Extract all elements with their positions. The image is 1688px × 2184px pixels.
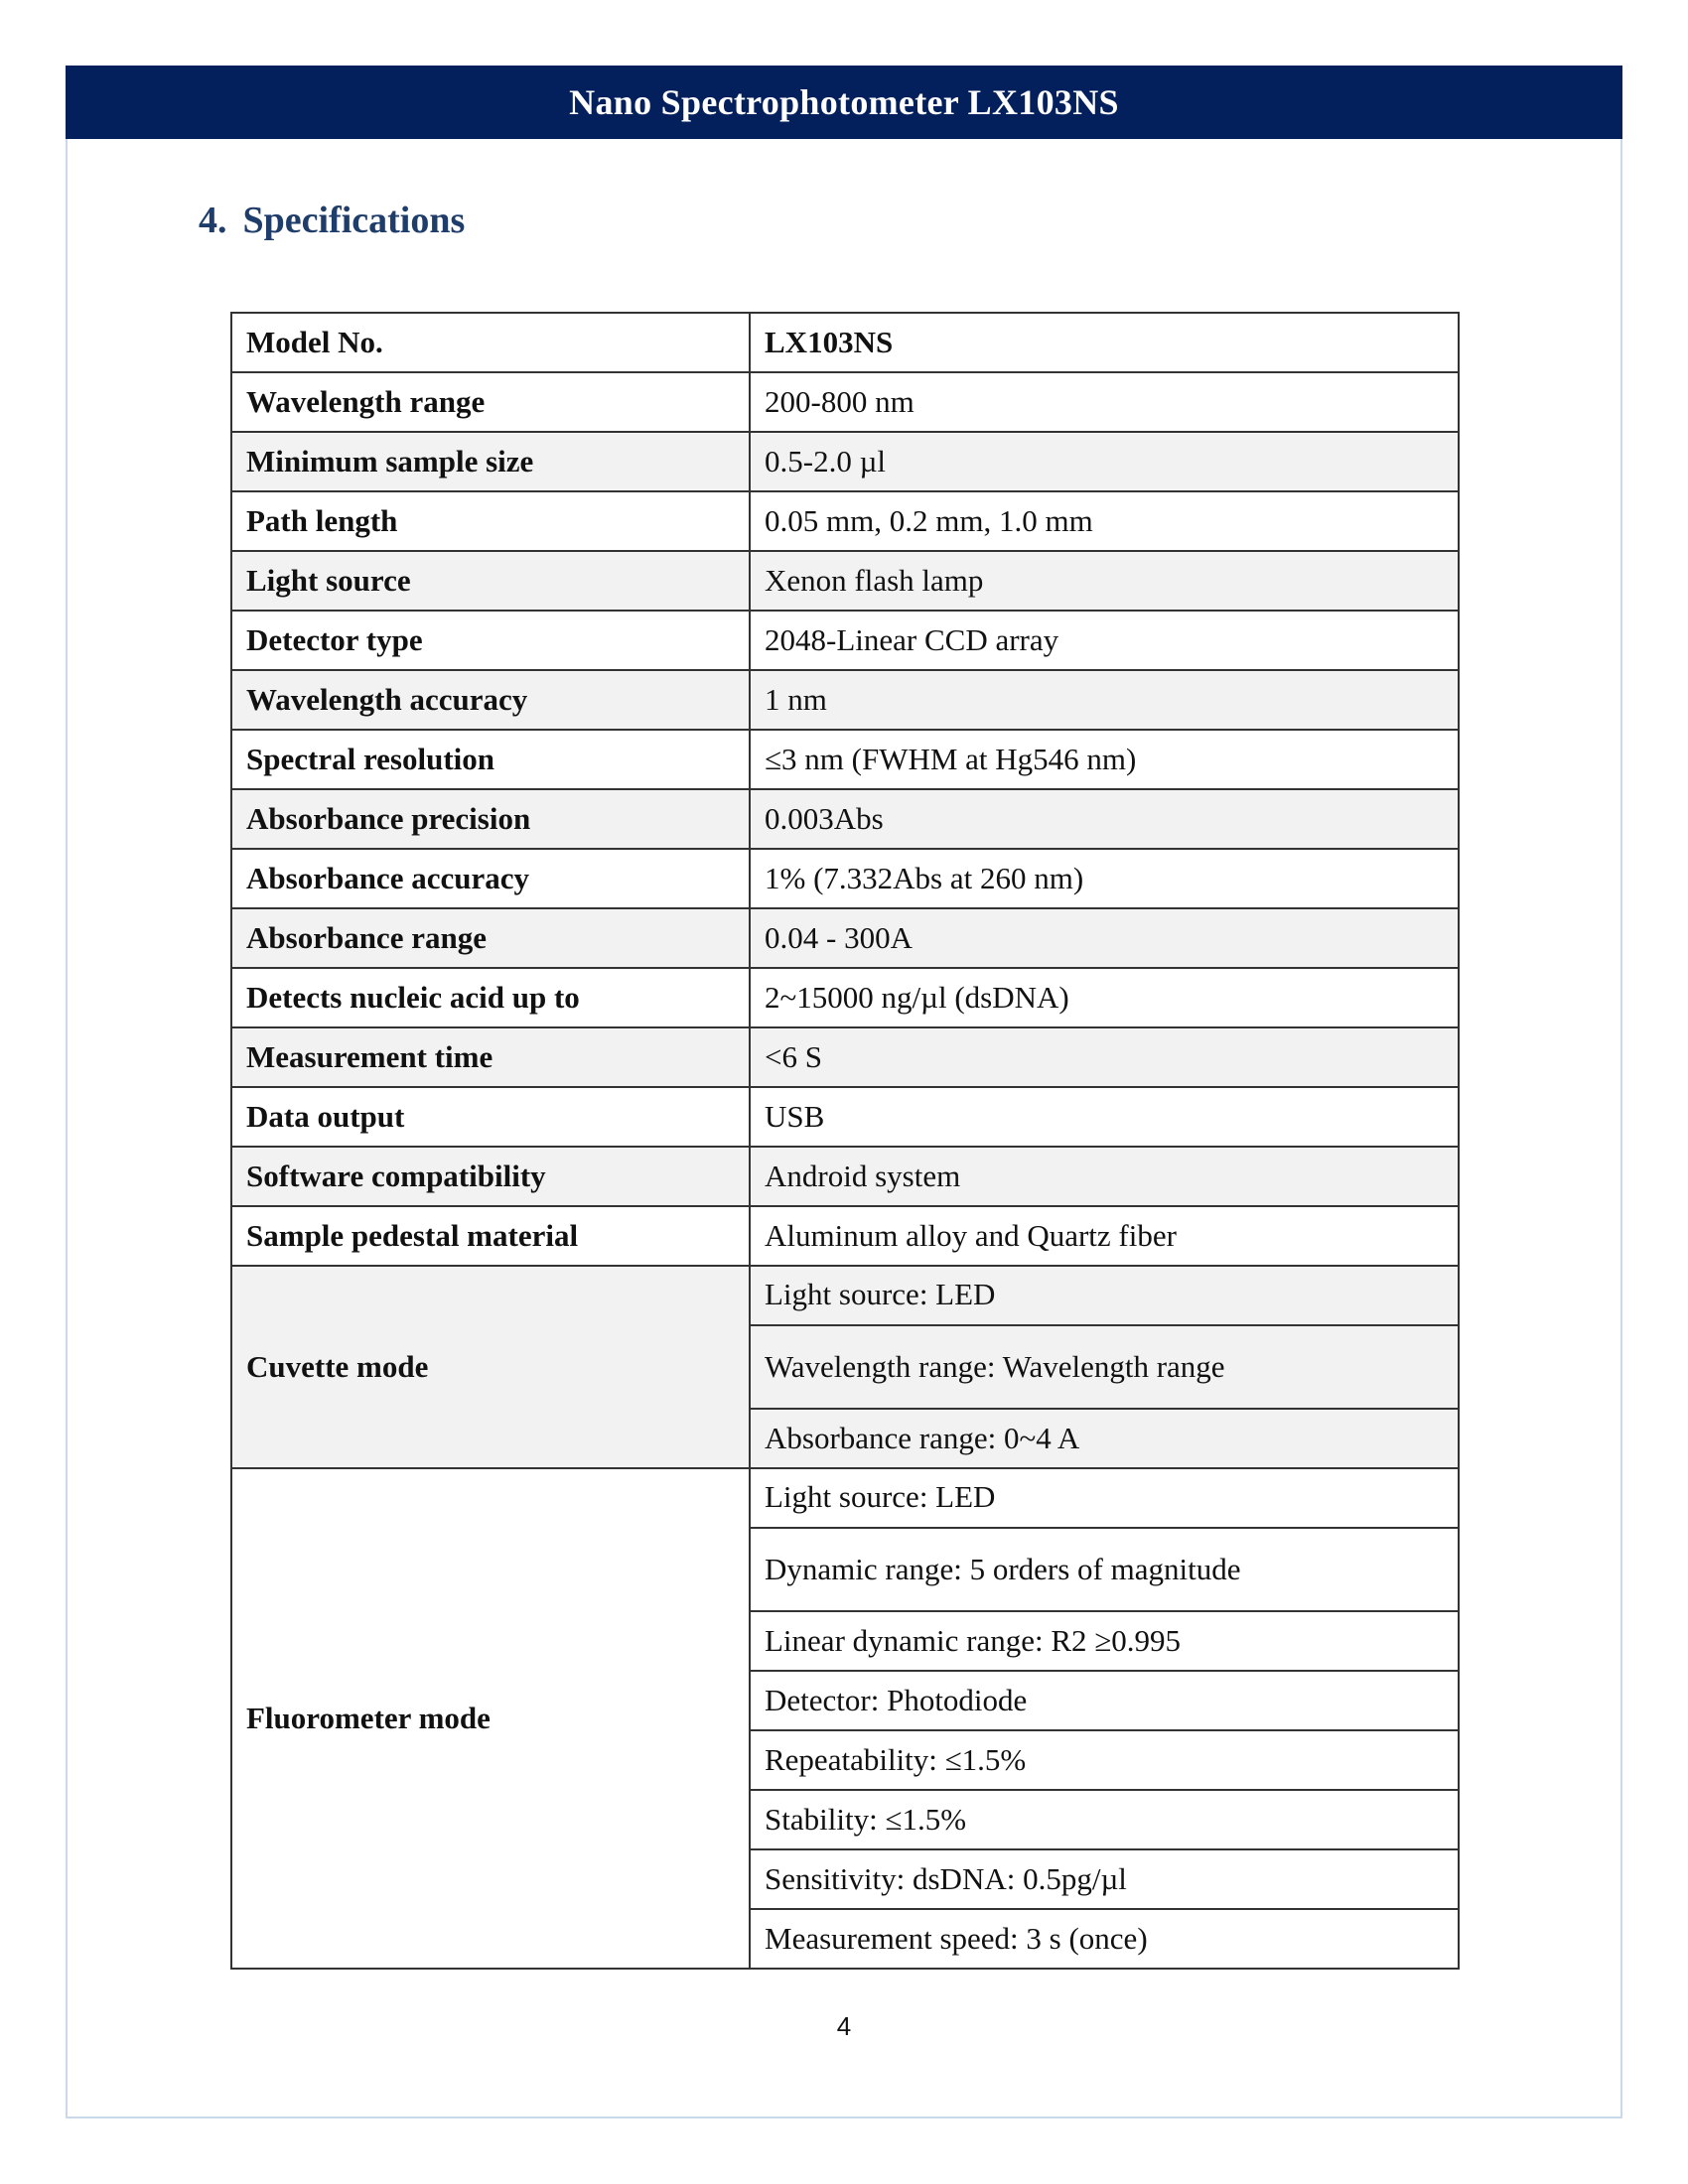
document-title: Nano Spectrophotometer LX103NS [569, 82, 1119, 122]
spec-value: ≤3 nm (FWHM at Hg546 nm) [750, 730, 1459, 789]
table-row [231, 372, 1459, 432]
specifications-table [230, 312, 1460, 1970]
table-row [231, 789, 1459, 849]
fluorometer-mode-value: Detector: Photodiode [750, 1671, 1459, 1730]
spec-value: 2~15000 ng/µl (dsDNA) [750, 968, 1459, 1027]
fluorometer-mode-value: Sensitivity: dsDNA: 0.5pg/µl [750, 1849, 1459, 1909]
spec-label: Wavelength accuracy [231, 670, 750, 730]
table-row [231, 491, 1459, 551]
spec-value: Aluminum alloy and Quartz fiber [750, 1206, 1459, 1266]
section-number: 4. [199, 200, 227, 241]
spec-label: Absorbance precision [231, 789, 750, 849]
fluorometer-mode-value: Linear dynamic range: R2 ≥0.995 [750, 1611, 1459, 1671]
cuvette-mode-value: Absorbance range: 0~4 A [750, 1409, 1459, 1468]
table-row [231, 551, 1459, 611]
fluorometer-mode-value: Stability: ≤1.5% [750, 1790, 1459, 1849]
fluorometer-mode-label: Fluorometer mode [231, 1468, 750, 1969]
table-row [231, 1147, 1459, 1206]
spec-label: Detects nucleic acid up to [231, 968, 750, 1027]
spec-label: Absorbance range [231, 908, 750, 968]
table-row [231, 1027, 1459, 1087]
spec-label: Spectral resolution [231, 730, 750, 789]
table-row [231, 1266, 1459, 1325]
spec-value: 0.04 - 300A [750, 908, 1459, 968]
spec-label: Detector type [231, 611, 750, 670]
spec-label: Model No. [231, 313, 750, 372]
spec-label: Absorbance accuracy [231, 849, 750, 908]
cuvette-mode-label: Cuvette mode [231, 1266, 750, 1468]
section-title: Specifications [242, 200, 466, 241]
table-row [231, 1206, 1459, 1266]
table-row [231, 1468, 1459, 1528]
spec-value: USB [750, 1087, 1459, 1147]
spec-value: 1% (7.332Abs at 260 nm) [750, 849, 1459, 908]
table-row [231, 611, 1459, 670]
cuvette-mode-value: Wavelength range: Wavelength range [750, 1325, 1459, 1409]
spec-value: Android system [750, 1147, 1459, 1206]
table-row [231, 1087, 1459, 1147]
spec-label: Light source [231, 551, 750, 611]
fluorometer-mode-value: Dynamic range: 5 orders of magnitude [750, 1528, 1459, 1611]
fluorometer-mode-value: Repeatability: ≤1.5% [750, 1730, 1459, 1790]
fluorometer-mode-value: Light source: LED [750, 1468, 1459, 1528]
fluorometer-mode-value: Measurement speed: 3 s (once) [750, 1909, 1459, 1969]
spec-value: 0.5-2.0 µl [750, 432, 1459, 491]
section-heading [199, 199, 465, 242]
spec-value: 2048-Linear CCD array [750, 611, 1459, 670]
spec-value: LX103NS [750, 313, 1459, 372]
spec-value: 0.05 mm, 0.2 mm, 1.0 mm [750, 491, 1459, 551]
table-row [231, 908, 1459, 968]
spec-value: <6 S [750, 1027, 1459, 1087]
document-header [66, 66, 1622, 139]
table-row [231, 670, 1459, 730]
table-row [231, 313, 1459, 372]
table-row [231, 968, 1459, 1027]
spec-value: Xenon flash lamp [750, 551, 1459, 611]
spec-label: Sample pedestal material [231, 1206, 750, 1266]
spec-label: Wavelength range [231, 372, 750, 432]
spec-label: Measurement time [231, 1027, 750, 1087]
table-row [231, 432, 1459, 491]
spec-label: Minimum sample size [231, 432, 750, 491]
page-number: 4 [836, 2011, 852, 2041]
spec-value: 1 nm [750, 670, 1459, 730]
spec-label: Data output [231, 1087, 750, 1147]
table-row [231, 849, 1459, 908]
table-row [231, 730, 1459, 789]
spec-label: Software compatibility [231, 1147, 750, 1206]
spec-value: 200-800 nm [750, 372, 1459, 432]
spec-value: 0.003Abs [750, 789, 1459, 849]
spec-label: Path length [231, 491, 750, 551]
cuvette-mode-value: Light source: LED [750, 1266, 1459, 1325]
